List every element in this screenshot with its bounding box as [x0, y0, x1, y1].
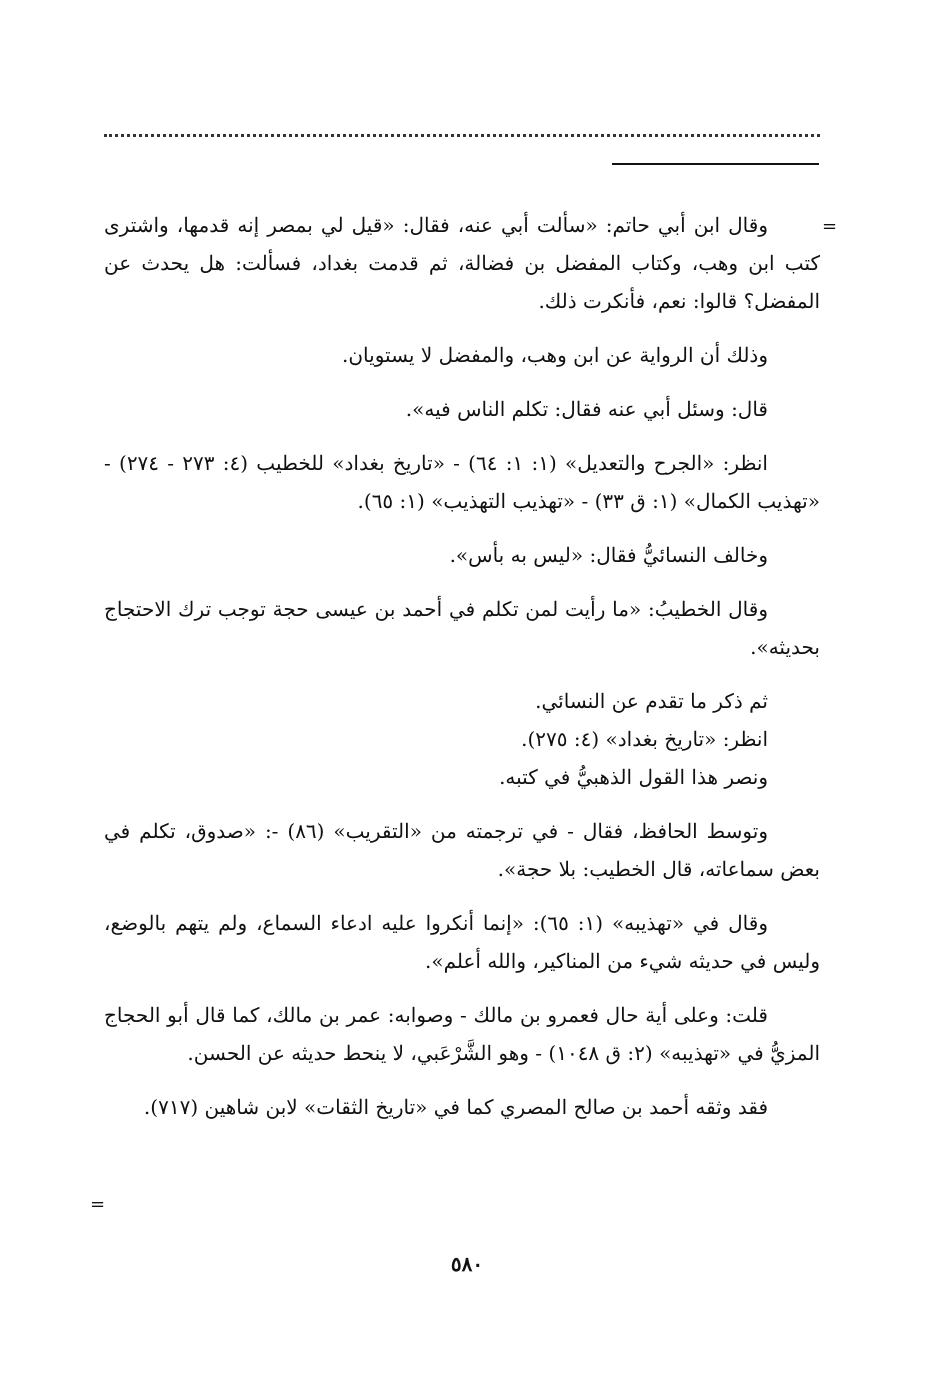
paragraph-qultu: قلت: وعلى أية حال فعمرو بن مالك - وصوابه: عمر بن مالك، كما قال أبو الحجاج المزيُّ في «تهذيبه» (٢: ق ١٠٤٨) - وهو الشَّرْعَبي، لا ينحط حديثه عن الحسن.: [104, 1003, 820, 1065]
paragraph-hafiz: وتوسط الحافظ، فقال - في ترجمته من «التقريب» (٨٦) -: «صدوق، تكلم في بعض سماعاته، قال الخطيب: بلا حجة».: [104, 819, 820, 881]
continuation-mark-bottom: =: [90, 1194, 106, 1215]
paragraph-tahdhib: وقال في «تهذيبه» (١: ٦٥): «إنما أنكروا عليه ادعاء السماع، ولم يتهم بالوضع، وليس في حديثه شيء من المناكير، والله أعلم».: [104, 911, 820, 973]
footnote-text: [104, 206, 820, 1126]
paragraph-sual-abi: قال: وسئل أبي عنه فقال: تكلم الناس فيه».: [405, 397, 768, 421]
paragraph-references-2: انظر: «تاريخ بغداد» (٤: ٢٧٥).: [521, 727, 768, 751]
paragraph-nasai: وخالف النسائيُّ فقال: «ليس به بأس».: [449, 543, 768, 567]
footnote-rule: [612, 163, 819, 165]
paragraph-dhakar: ثم ذكر ما تقدم عن النسائي.: [535, 689, 768, 713]
paragraph-dhahabi: ونصر هذا القول الذهبيُّ في كتبه.: [499, 765, 768, 789]
paragraph-references-1: انظر: «الجرح والتعديل» (١: ١: ٦٤) - «تاريخ بغداد» للخطيب (٤: ٢٧٣ - ٢٧٤) - «تهذيب الكمال» (١: ق ٣٣) - «تهذيب التهذيب» (١: ٦٥).: [104, 451, 820, 513]
continuation-mark-top: =: [822, 216, 838, 237]
page-number: ٥٨٠: [450, 1252, 484, 1276]
paragraph-wathaqahu: فقد وثقه أحمد بن صالح المصري كما في «تاريخ الثقات» لابن شاهين (٧١٧).: [143, 1095, 768, 1119]
dotted-separator: [104, 134, 820, 137]
paragraph-ibn-abi-hatim: وقال ابن أبي حاتم: «سألت أبي عنه، فقال: «قيل لي بمصر إنه قدمها، واشترى كتب ابن وهب، وكتاب المفضل بن فضالة، ثم قدمت بغداد، فسألت: هل يحدث عن المفضل؟ قالوا: نعم، فأنكرت ذلك.: [104, 213, 820, 313]
paragraph-riwaya: وذلك أن الرواية عن ابن وهب، والمفضل لا يستويان.: [342, 343, 768, 367]
paragraph-khatib: وقال الخطيبُ: «ما رأيت لمن تكلم في أحمد بن عيسى حجة توجب ترك الاحتجاج بحديثه».: [104, 597, 820, 659]
